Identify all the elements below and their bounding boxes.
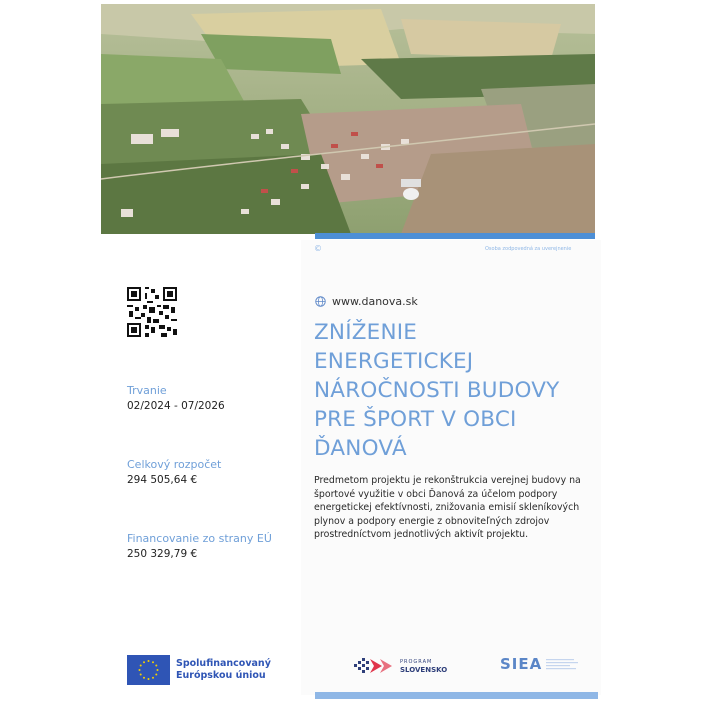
accent-bar-top [315,233,595,239]
project-title [314,318,604,463]
project-description: Predmetom projektu je rekonštrukcia verejnej budovy na športové využitie v obci Ďanová za účelom podpory energetickej efektívnosti, znižovania emisií skleníkových plynov a podpory energie z obnoviteľných zdrojov prostredníctvom jednotlivých aktivít projektu. [314,475,581,541]
siea-word: SIEA [500,655,543,673]
title-line: ENERGETICKEJ [314,349,474,374]
qr-code-icon[interactable] [127,287,177,337]
globe-icon [315,296,326,307]
eu-funding-value: 250 329,79 € [127,548,198,560]
website-link[interactable] [315,295,418,308]
eu-funding-label: Financovanie zo strany EÚ [127,532,272,545]
title-line: ZNÍŽENIE [314,320,418,345]
website-url[interactable]: www.danova.sk [332,295,418,308]
budget-label: Celkový rozpočet [127,458,222,471]
eu-flag-icon [127,655,170,685]
slovensko-word: SLOVENSKO [400,666,448,674]
aerial-village-photo [101,4,595,234]
budget-value: 294 505,64 € [127,474,198,486]
duration-label: Trvanie [127,384,167,397]
program-slovensko-text [400,658,447,674]
title-line: ĎANOVÁ [314,436,407,461]
accent-bar-bottom [315,692,598,699]
eu-cofinancing-text [176,658,271,682]
eu-text-line: Spolufinancovaný [176,658,271,669]
photo-credit: Osoba zodpovedná za uverejnenie [485,246,572,252]
copyright-mark: © [314,244,322,253]
program-slovensko-mark-icon [352,656,396,676]
duration-value: 02/2024 - 07/2026 [127,400,225,412]
content-panel [301,240,601,695]
title-line: PRE ŠPORT V OBCI [314,407,517,432]
aerial-photo-illustration [101,4,595,234]
program-word: PROGRAM [400,659,433,665]
title-line: NÁROČNOSTI BUDOVY [314,378,560,403]
siea-logo [500,655,580,673]
siea-subtitle-lines-icon [546,657,580,671]
program-slovensko-logo [352,655,457,677]
eu-text-line: Európskou úniou [176,670,266,681]
